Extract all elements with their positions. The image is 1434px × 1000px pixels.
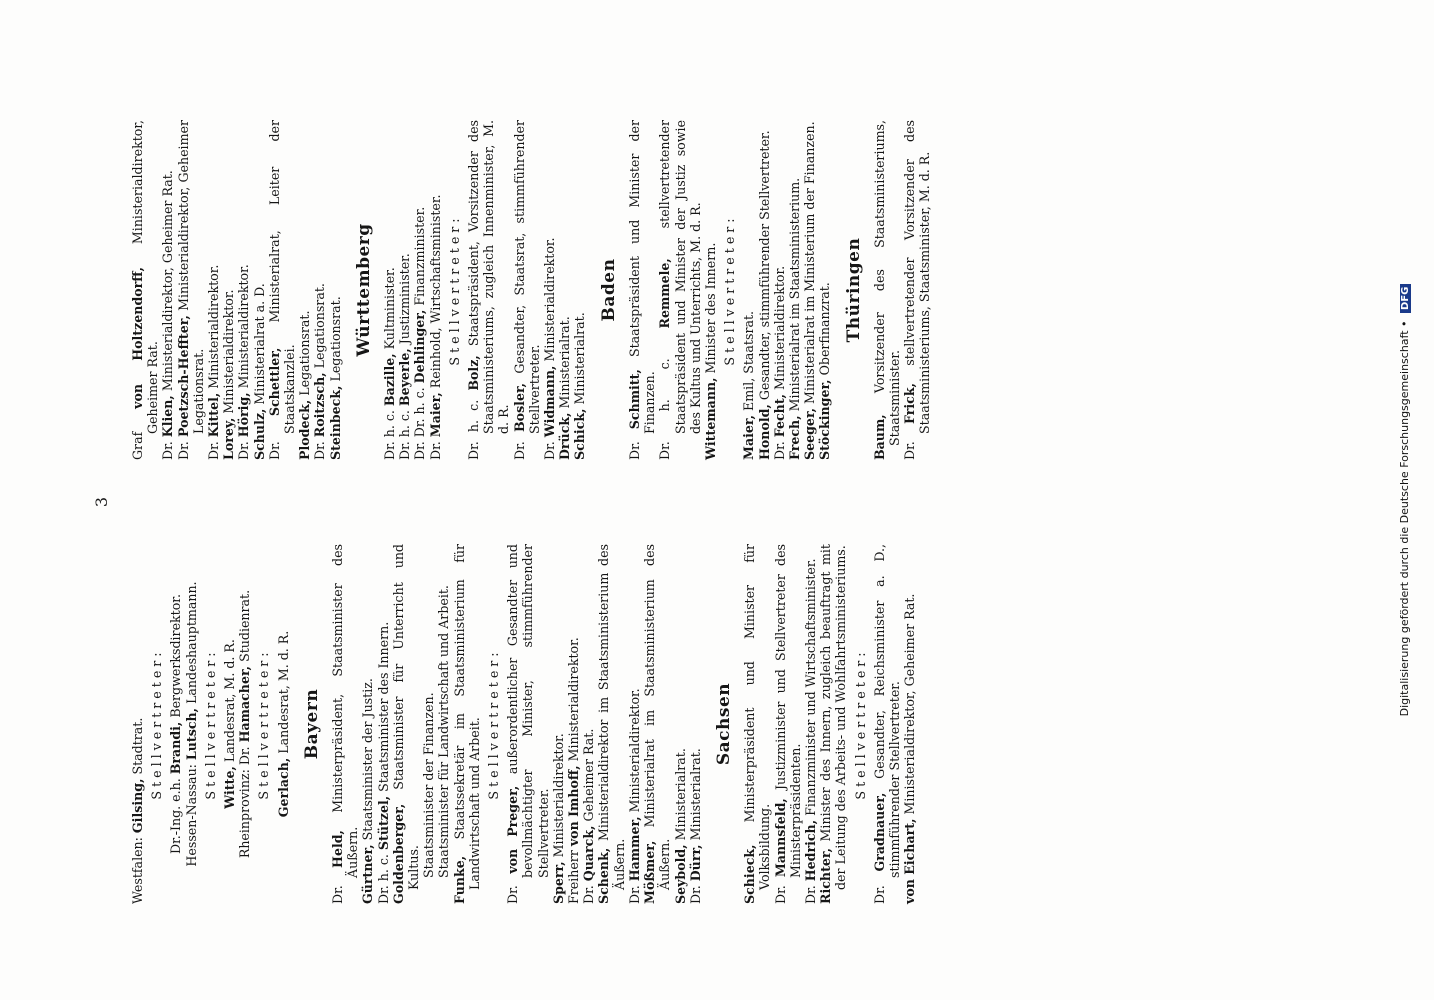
member-name: Wittemann, (702, 377, 718, 460)
entry-prefix: Dr. (626, 429, 642, 460)
member-entry (276, 544, 291, 904)
entry-prefix: Dr. (802, 881, 818, 904)
entry-prefix: Dr. (312, 437, 328, 460)
section-heading: Sachsen (713, 682, 734, 766)
entry-prefix: Dr. h. c. (657, 328, 673, 460)
member-name: Seeger, (802, 407, 818, 460)
member-title: Landesrat, M. d. R. (275, 630, 291, 758)
digitization-credit (1398, 50, 1411, 950)
member-title: Ministerialrat im Ministerium der Finanzen. (802, 121, 818, 408)
member-entry (160, 120, 175, 460)
entry-prefix: Dr. (175, 437, 191, 460)
member-title: Ministerpräsident und Minister für Volksbildung. (742, 544, 773, 890)
member-entry (627, 120, 657, 460)
member-name: von Imhoff, (566, 765, 582, 847)
member-name: Beyerle, (397, 348, 413, 407)
entry-prefix: Graf (130, 408, 145, 460)
entry-prefix: Dr. (771, 437, 787, 460)
member-entry (130, 544, 145, 904)
member-name: Bosler, (511, 382, 527, 432)
member-title: Vorsitzender des Staatsministeriums, Staatsminister. (871, 120, 902, 446)
member-name: Schmitt, (626, 369, 642, 430)
stellvertreter-heading: Stellvertreter: (256, 648, 272, 800)
member-title: Landesrat, M. d. R. (222, 639, 238, 767)
member-entry (627, 544, 642, 904)
member-title: Staatssekretär im Staatsministerium für Landwirtschaft und Arbeit. (451, 544, 482, 890)
member-entry (572, 120, 587, 460)
member-entry (581, 544, 596, 904)
member-entry (872, 544, 902, 904)
stellvertreter-heading: Stellvertreter: (446, 214, 462, 366)
member-name: Hamacher, (237, 665, 253, 743)
member-name: Bazille, (382, 353, 398, 407)
member-title: Legationsrat. (297, 310, 313, 400)
member-title: Justizminister. (397, 253, 413, 349)
member-name: Fecht, (771, 393, 787, 438)
member-title: Staatsminister der Justiz. (360, 678, 376, 845)
member-entry (267, 120, 297, 460)
entry-prefix: Dr. (427, 437, 443, 460)
member-entry (741, 120, 756, 460)
member-name: Brandi, (168, 721, 184, 775)
ministry-line: Staatsminister der Finanzen. (421, 692, 437, 878)
member-title: Emil, Staatsrat. (741, 310, 757, 415)
member-title: Ministerialdirektor. (542, 237, 558, 366)
member-name: Dehlinger, (412, 309, 428, 384)
member-name: Quarck, (581, 825, 597, 882)
member-title: Bergwerksdirektor. (168, 594, 184, 722)
member-entry (872, 120, 902, 460)
member-entry (703, 120, 718, 460)
member-title: Gesandter, stimmführender Stellvertreter. (756, 130, 772, 405)
member-entry (773, 544, 803, 904)
member-name: Lutsch, (183, 707, 199, 761)
member-entry (391, 544, 421, 904)
member-name: Gürtner, (360, 844, 376, 904)
member-name: Honold, (756, 404, 772, 460)
member-title: Ministerialrat. (687, 748, 703, 845)
member-entry (412, 120, 427, 460)
member-name: Stützel, (375, 795, 391, 851)
member-entry (902, 544, 917, 904)
member-entry (542, 120, 557, 460)
entry-prefix: Rheinprovinz: Dr. (237, 742, 253, 859)
member-title: Gesandter, Staatsrat, stimmführender Stellvertreter. (511, 120, 542, 434)
member-title: Gesandter, Reichsminister a. D., stimmführender Stellvertreter. (871, 544, 902, 878)
member-name: Hedrich, (802, 819, 818, 882)
member-title: Landeshauptmann. (183, 581, 199, 708)
member-name: Goldenberger, (390, 803, 406, 904)
dfg-logo: DFG (1400, 284, 1411, 313)
member-title: Ministerialdirektor. (221, 289, 237, 418)
member-entry (466, 120, 512, 460)
member-name: Steinbeck, (327, 385, 343, 460)
member-entry (382, 120, 397, 460)
entry-prefix: Dr. (236, 437, 252, 460)
member-title: Ministerialdirektor. (626, 688, 642, 817)
member-entry (505, 544, 551, 904)
member-name: Frech, (786, 415, 802, 460)
member-entry (397, 120, 412, 460)
member-name: Schieck, (742, 844, 758, 904)
member-name: von Holtzendorff, (130, 266, 145, 409)
member-name: von Eichart, (902, 818, 918, 904)
member-entry (360, 544, 375, 904)
member-name: Schenk, (596, 847, 612, 904)
member-name: Seybold, (672, 844, 688, 904)
member-title: Ministerialrat, Leiter der Staatskanzlei. (266, 120, 298, 434)
member-entry (512, 120, 542, 460)
member-entry (551, 544, 566, 904)
entry-prefix: Dr. (687, 881, 703, 904)
member-name: Bolz, (466, 355, 482, 391)
right-column (130, 120, 933, 460)
stellvertreter-heading: Stellvertreter: (852, 648, 868, 800)
member-entry (757, 120, 772, 460)
member-entry (657, 120, 703, 460)
member-name: Schulz, (251, 408, 267, 460)
member-entry (184, 544, 199, 904)
member-title: stellvertretender Staatspräsident und Minister der Justiz sowie des Kultus und Unterrichts, M. d. R. (657, 120, 703, 434)
member-title: Finanzminister. (412, 206, 428, 310)
credit-text: Digitalisierung gefördert durch die Deutsche Forschungsgemeinschaft • (1398, 320, 1411, 717)
member-entry (742, 544, 772, 904)
member-name: Mößmer, (642, 840, 658, 904)
member-entry (206, 120, 221, 460)
member-name: Gilsing, (130, 778, 145, 834)
member-name: Plodeck, (297, 399, 313, 460)
member-entry (221, 120, 236, 460)
member-title: Staatspräsident, Vorsitzender des Staatsministeriums, zugleich Innenminister, M. d. R. (466, 119, 512, 434)
member-entry (452, 544, 482, 904)
member-title: Geheimer Rat. (581, 728, 597, 826)
entry-prefix: Dr. (626, 881, 642, 904)
entry-prefix: Dr. (505, 873, 521, 904)
member-name: Funke, (451, 855, 467, 904)
member-title: Ministerpräsident, Staatsminister des Äußern. (330, 544, 361, 878)
entry-prefix: Dr. h. c. (466, 390, 482, 460)
member-name: Roitzsch, (312, 372, 328, 438)
member-name: Schettler, (266, 347, 282, 417)
stellvertreter-heading: Stellvertreter: (149, 648, 165, 800)
member-entry (803, 544, 818, 904)
entry-prefix: Dr.-Ing. e.h. (168, 774, 184, 854)
member-name: Kittel, (206, 392, 222, 438)
member-title: Staatspräsident und Minister der Finanzen. (626, 120, 658, 434)
entry-prefix: Freiherr (566, 846, 582, 904)
entry-prefix: Dr. h. c. (375, 850, 391, 904)
member-name: Widmann, (542, 365, 558, 438)
entry-prefix: Dr. Dr. h. c. (412, 383, 428, 460)
member-entry (376, 544, 391, 904)
member-title: stellvertretender Vorsitzender des Staatsministeriums, Staatsminister, M. d. R. (902, 120, 933, 434)
member-entry (252, 120, 267, 460)
ministry-line: Staatsminister für Landwirtschaft und Arbeit. (436, 585, 452, 878)
stellvertreter-heading: Stellvertreter: (722, 214, 738, 366)
member-entry (330, 544, 360, 904)
member-title: Ministerialdirektor. (206, 264, 222, 393)
entry-prefix: Dr. (542, 437, 558, 460)
member-entry (596, 544, 626, 904)
member-title: Legationsrat. (327, 296, 343, 386)
member-title: Ministerialdirektor. (550, 733, 566, 862)
member-entry (428, 120, 443, 460)
member-title: Ministerialrat a. D. (251, 283, 267, 409)
member-name: Poetzsch-Heffter, (175, 315, 191, 437)
member-entry (237, 544, 252, 904)
member-name: Mannsfeld, (772, 798, 788, 878)
member-title: Finanzminister und Wirtschaftsminister. (802, 558, 818, 820)
member-entry (130, 120, 160, 460)
entry-prefix: Hessen-Nassau: (183, 760, 199, 867)
member-name: Held, (330, 830, 346, 868)
entry-prefix: Westfalen: (130, 833, 145, 904)
member-entry (176, 120, 206, 460)
entry-prefix: Dr. (330, 867, 346, 904)
stellvertreter-heading: Stellvertreter: (202, 648, 218, 800)
member-entry (557, 120, 572, 460)
member-entry (642, 544, 672, 904)
member-entry (817, 120, 832, 460)
member-title: außerordentlicher Gesandter und bevollmächtigter Minister, stimmführender Stellvertreter. (505, 544, 551, 878)
member-entry (328, 120, 343, 460)
member-title: Ministerialdirektor, Geheimer Legationsrat. (175, 120, 206, 434)
entry-prefix: Dr. (902, 423, 918, 460)
member-title: Ministerialrat. (672, 748, 688, 845)
member-entry (772, 120, 787, 460)
entry-prefix: Dr. (266, 416, 282, 460)
entry-prefix: Dr. (160, 437, 176, 460)
member-entry (802, 120, 817, 460)
member-entry (673, 544, 688, 904)
member-title: Stadtrat. (130, 717, 145, 779)
member-title: Studienrat. (237, 589, 253, 666)
member-title: Kultminister. (382, 267, 398, 354)
member-entry (688, 544, 703, 904)
member-entry (297, 120, 312, 460)
member-name: Hammer, (626, 816, 642, 882)
member-entry (787, 120, 802, 460)
member-entry (902, 120, 932, 460)
member-title: Ministerialrat im Staatsministerium des Äußern. (642, 544, 673, 890)
member-name: Sperr, (550, 861, 566, 904)
member-title: Minister des Innern, zugleich beauftragt mit der Leitung des Arbeits- und Wohlfahrtsministeriums. (818, 544, 849, 890)
entry-prefix: Dr. h. c. (382, 406, 398, 460)
entry-prefix: Dr. (772, 877, 788, 904)
member-title: Ministerialdirektor, Geheimer Rat. (160, 170, 176, 396)
member-title: Ministerialdirektor. (771, 265, 787, 394)
section-heading: Bayern (301, 688, 322, 760)
entry-prefix: Dr. h. c. (397, 406, 413, 460)
entry-prefix: Dr. (206, 437, 222, 460)
entry-prefix: Dr. (581, 881, 597, 904)
member-name: Hörig, (236, 392, 252, 438)
member-name: Maier, (741, 414, 757, 460)
member-title: Ministerialdirektor. (566, 637, 582, 766)
member-title: Minister des Innern. (702, 242, 718, 378)
member-title: Ministerialrat im Staatsministerium. (786, 177, 802, 416)
member-name: Richter, (818, 847, 834, 904)
member-name: Gerlach, (275, 757, 291, 818)
member-name: Baum, (871, 414, 887, 460)
member-title: Reinhold, Wirtschaftsminister. (427, 194, 443, 393)
member-title: Ministerialdirektor. (236, 264, 252, 393)
member-title: Staatsminister des Innern. (375, 621, 391, 796)
member-entry (312, 120, 327, 460)
member-name: Frick, (902, 383, 918, 424)
member-name: Witte, (222, 766, 238, 809)
stellvertreter-heading: Stellvertreter: (486, 648, 502, 800)
member-title: Ministerialdirektor im Staatsministerium des Äußern. (596, 544, 627, 890)
entry-prefix: Dr. (511, 431, 527, 460)
member-name: Klien, (160, 395, 176, 438)
member-name: Dürr, (687, 844, 703, 882)
member-entry (566, 544, 581, 904)
member-name: Gradnauer, (871, 792, 887, 872)
member-title: Justizminister und Stellvertreter des Ministerpräsidenten. (772, 544, 803, 878)
member-title: Ministerialrat. (572, 312, 588, 409)
section-heading: Baden (598, 258, 619, 322)
member-title: Ministerialdirektor, Geheimer Rat. (902, 593, 918, 819)
member-name: Drück, (557, 412, 573, 460)
member-name: Maier, (427, 392, 443, 438)
member-title: Ministerialrat. (557, 316, 573, 413)
section-heading: Thüringen (843, 237, 864, 343)
member-title: Oberfinanzrat. (817, 282, 833, 380)
member-title: Legationsrat. (312, 283, 328, 373)
member-entry (236, 120, 251, 460)
member-name: Lorey, (221, 417, 237, 460)
member-title: Staatsminister für Unterricht und Kultus. (390, 544, 422, 890)
member-name: Remmele, (657, 258, 673, 329)
member-title: Ministerialdirektor, Geheimer Rat. (130, 120, 161, 434)
entry-prefix: Dr. (871, 871, 887, 904)
page-number: 3 (92, 496, 111, 508)
member-entry (818, 544, 848, 904)
member-name: Stöckinger, (817, 379, 833, 460)
section-heading: Württemberg (353, 223, 374, 357)
member-entry (222, 544, 237, 904)
member-name: von Preger, (505, 785, 521, 874)
member-entry (168, 544, 183, 904)
member-name: Schick, (572, 408, 588, 460)
left-column (130, 544, 917, 904)
